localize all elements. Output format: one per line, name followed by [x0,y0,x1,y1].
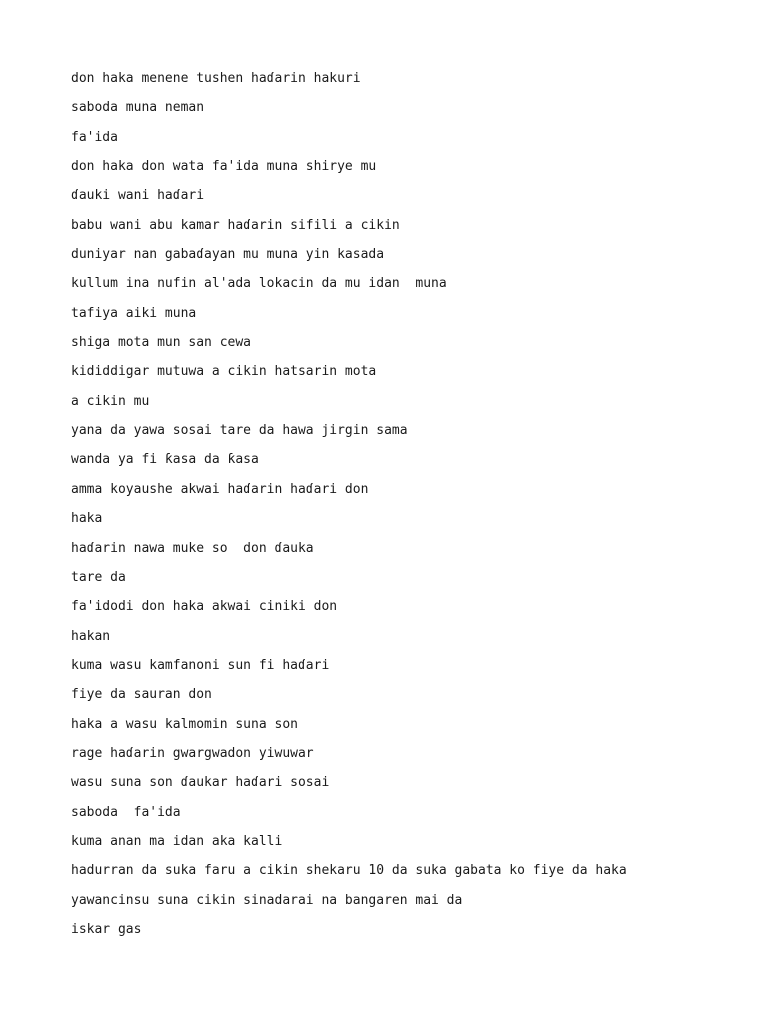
text-line: saboda muna neman [71,100,205,116]
text-line: haka [71,511,103,527]
text-line: amma koyaushe akwai haɗarin haɗari don [71,481,369,497]
text-line: yawancinsu suna cikin sinadarai na bangaren mai da [71,892,463,908]
text-line: don haka don wata fa'ida muna shirye mu [71,159,377,175]
text-line: shiga mota mun san cewa [71,335,252,351]
text-line: kuma wasu kamfanoni sun fi haɗari [71,657,330,673]
text-line: ɗauki wani haɗari [71,188,205,204]
text-line: tare da [71,569,126,585]
text-line: iskar gas [71,921,142,937]
text-line: duniyar nan gabaɗayan mu muna yin kasada [71,247,385,263]
text-line: fa'idodi don haka akwai ciniki don [71,599,338,615]
text-line: wasu suna son ɗaukar haɗari sosai [71,775,330,791]
text-line: saboda fa'ida [71,804,181,820]
text-body [71,70,731,950]
text-line: tafiya aiki muna [71,305,197,321]
text-line: hadurran da suka faru a cikin shekaru 10 da suka gabata ko fiye da haka [71,863,627,879]
text-line: fa'ida [71,129,118,145]
text-line: kididdigar mutuwa a cikin hatsarin mota [71,364,377,380]
text-line: rage haɗarin gwargwadon yiwuwar [71,745,314,761]
text-line: don haka menene tushen haɗarin hakuri [71,71,361,86]
text-line: yana da yawa sosai tare da hawa jirgin sama [71,423,408,439]
text-line: fiye da sauran don [71,687,212,703]
text-line: hakan [71,628,111,644]
text-line: a cikin mu [71,393,150,409]
text-line: kullum ina nufin al'ada lokacin da mu idan muna [71,276,447,292]
text-line: wanda ya fi ƙasa da ƙasa [71,452,259,468]
text-line: haka a wasu kalmomin suna son [71,716,298,732]
text-line: haɗarin nawa muke so don ɗauka [71,540,314,556]
text-line: babu wani abu kamar haɗarin sifili a cikin [71,217,400,233]
text-line: kuma anan ma idan aka kalli [71,833,283,849]
